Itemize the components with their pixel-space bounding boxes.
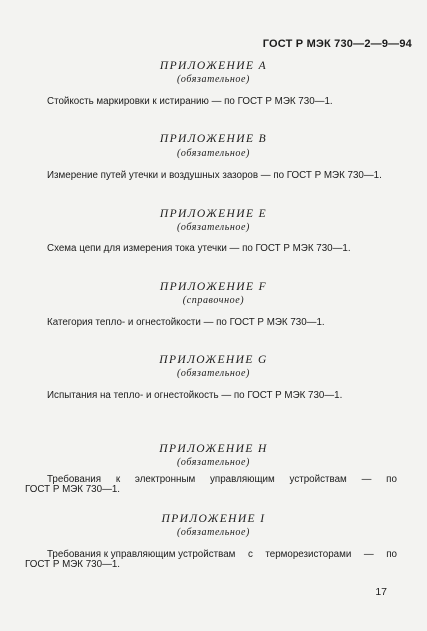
appendix-h-text-cont: ГОСТ Р МЭК 730—1. <box>25 484 121 495</box>
appendix-h-word: к <box>115 474 121 485</box>
appendix-h-word: по <box>386 474 397 485</box>
appendix-i-text-cont: ГОСТ Р МЭК 730—1. <box>25 559 121 570</box>
appendix-i-word: — <box>363 549 374 560</box>
appendix-a-text: Стойкость маркировки к истиранию — по ГОСТ Р МЭК 730—1. <box>47 96 333 107</box>
appendix-g-text: Испытания на тепло- и огнестойкость — по ГОСТ Р МЭК 730—1. <box>47 390 343 401</box>
appendix-h-word: Требования <box>47 474 102 485</box>
appendix-b-title: ПРИЛОЖЕНИЕ В <box>159 133 268 145</box>
appendix-h-word: — <box>361 474 372 485</box>
appendix-e-status: (обязательное) <box>177 222 250 233</box>
page-number: 17 <box>375 586 387 598</box>
appendix-e-title: ПРИЛОЖЕНИЕ Е <box>159 208 268 220</box>
appendix-g-status: (обязательное) <box>177 368 250 379</box>
appendix-i-word: терморезисторами <box>265 549 352 560</box>
appendix-f-text: Категория тепло- и огнестойкости — по ГОСТ Р МЭК 730—1. <box>47 317 325 328</box>
appendix-i-title: ПРИЛОЖЕНИЕ I <box>161 513 266 525</box>
appendix-i-status: (обязательное) <box>177 527 250 538</box>
appendix-a-title: ПРИЛОЖЕНИЕ А <box>159 60 268 72</box>
appendix-h-status: (обязательное) <box>177 457 250 468</box>
appendix-f-title: ПРИЛОЖЕНИЕ F <box>159 281 268 293</box>
standard-header: ГОСТ Р МЭК 730—2—9—94 <box>262 38 412 50</box>
appendix-i-word: по <box>386 549 397 560</box>
appendix-h-word: электронным <box>134 474 196 485</box>
appendix-i-word: Требования к управляющим устройствам <box>47 549 236 560</box>
appendix-b-text: Измерение путей утечки и воздушных зазоров — по ГОСТ Р МЭК 730—1. <box>47 170 382 181</box>
appendix-e-text: Схема цепи для измерения тока утечки — по ГОСТ Р МЭК 730—1. <box>47 243 351 254</box>
appendix-h-word: устройствам <box>289 474 347 485</box>
appendix-h-title: ПРИЛОЖЕНИЕ Н <box>159 443 268 455</box>
appendix-h-word: управляющим <box>210 474 275 485</box>
appendix-a-status: (обязательное) <box>177 74 250 85</box>
appendix-g-title: ПРИЛОЖЕНИЕ G <box>159 354 268 366</box>
appendix-i-word: с <box>247 549 253 560</box>
appendix-b-status: (обязательное) <box>177 148 250 159</box>
appendix-f-status: (справочное) <box>182 295 245 306</box>
